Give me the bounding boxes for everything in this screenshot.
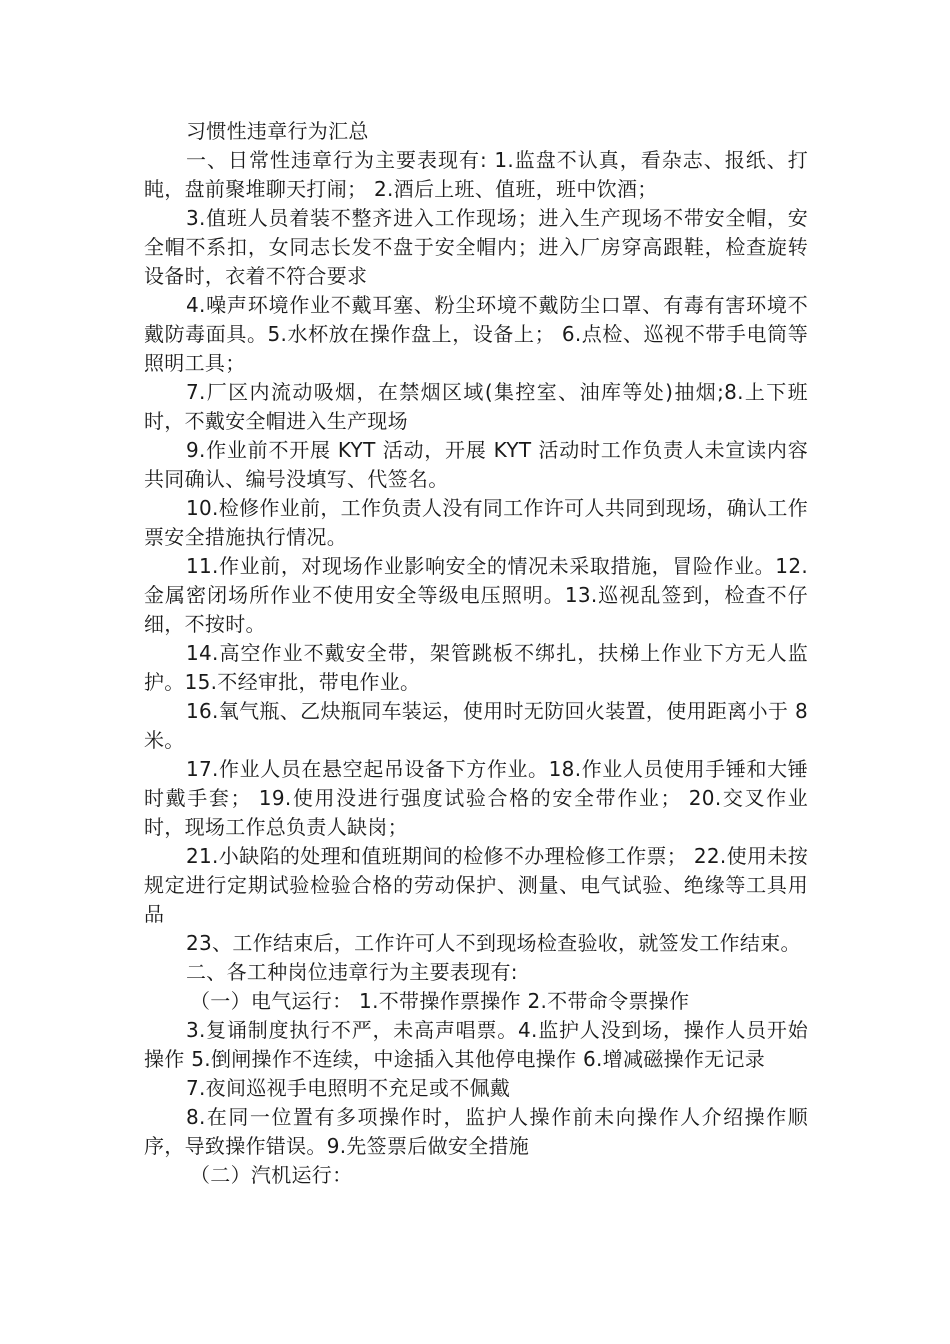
paragraph-11: 21.小缺陷的处理和值班期间的检修不办理检修工作票； 22.使用未按规定进行定期试验检验合格的劳动保护、测量、电气试验、绝缘等工具用品: [144, 844, 808, 926]
paragraph-6: 10.检修作业前，工作负责人没有同工作许可人共同到现场，确认工作票安全措施执行情况。: [144, 496, 808, 549]
paragraph-12: 23、工作结束后，工作许可人不到现场检查验收，就签发工作结束。: [186, 931, 801, 955]
paragraph-16: 7.夜间巡视手电照明不充足或不佩戴: [186, 1076, 511, 1100]
paragraph-9: 16.氧气瓶、乙炔瓶同车装运，使用时无防回火装置，使用距离小于 8 米。: [144, 699, 808, 752]
document-body: [144, 117, 808, 1190]
subsection-electrical: （一）电气运行： 1.不带操作票操作 2.不带命令票操作: [190, 989, 690, 1013]
paragraph-3: 4.噪声环境作业不戴耳塞、粉尘环境不戴防尘口罩、有毒有害环境不戴防毒面具。5.水杯放在操作盘上，设备上； 6.点检、巡视不带手电筒等照明工具；: [144, 293, 808, 375]
subsection-turbine: （二）汽机运行：: [190, 1163, 353, 1187]
paragraph-1: 一、日常性违章行为主要表现有: 1.监盘不认真，看杂志、报纸、打盹，盘前聚堆聊天打闹； 2.酒后上班、值班，班中饮酒；: [144, 148, 808, 201]
section-heading-2: 二、各工种岗位违章行为主要表现有:: [186, 960, 518, 984]
document-title: 习惯性违章行为汇总: [186, 119, 369, 143]
paragraph-5: 9.作业前不开展 KYT 活动，开展 KYT 活动时工作负责人未宣读内容共同确认、编号没填写、代签名。: [144, 438, 808, 491]
paragraph-8: 14.高空作业不戴安全带，架管跳板不绑扎，扶梯上作业下方无人监护。15.不经审批，带电作业。: [144, 641, 808, 694]
paragraph-7: 11.作业前，对现场作业影响安全的情况未采取措施，冒险作业。12.金属密闭场所作业不使用安全等级电压照明。13.巡视乱签到，检查不仔细，不按时。: [144, 554, 808, 636]
paragraph-15: 3.复诵制度执行不严，未高声唱票。4.监护人没到场，操作人员开始操作 5.倒闸操作不连续，中途插入其他停电操作 6.增减磁操作无记录: [144, 1018, 808, 1071]
paragraph-17: 8.在同一位置有多项操作时，监护人操作前未向操作人介绍操作顺序，导致操作错误。9.先签票后做安全措施: [144, 1105, 808, 1158]
paragraph-10: 17.作业人员在悬空起吊设备下方作业。18.作业人员使用手锤和大锤时戴手套； 19.使用没进行强度试验合格的安全带作业； 20.交叉作业时，现场工作总负责人缺岗；: [144, 757, 808, 839]
paragraph-2: 3.值班人员着装不整齐进入工作现场；进入生产现场不带安全帽，安全帽不系扣，女同志长发不盘于安全帽内；进入厂房穿高跟鞋，检查旋转设备时，衣着不符合要求: [144, 206, 808, 288]
paragraph-4: 7.厂区内流动吸烟，在禁烟区域(集控室、油库等处)抽烟;8.上下班时，不戴安全帽进入生产现场: [144, 380, 808, 433]
